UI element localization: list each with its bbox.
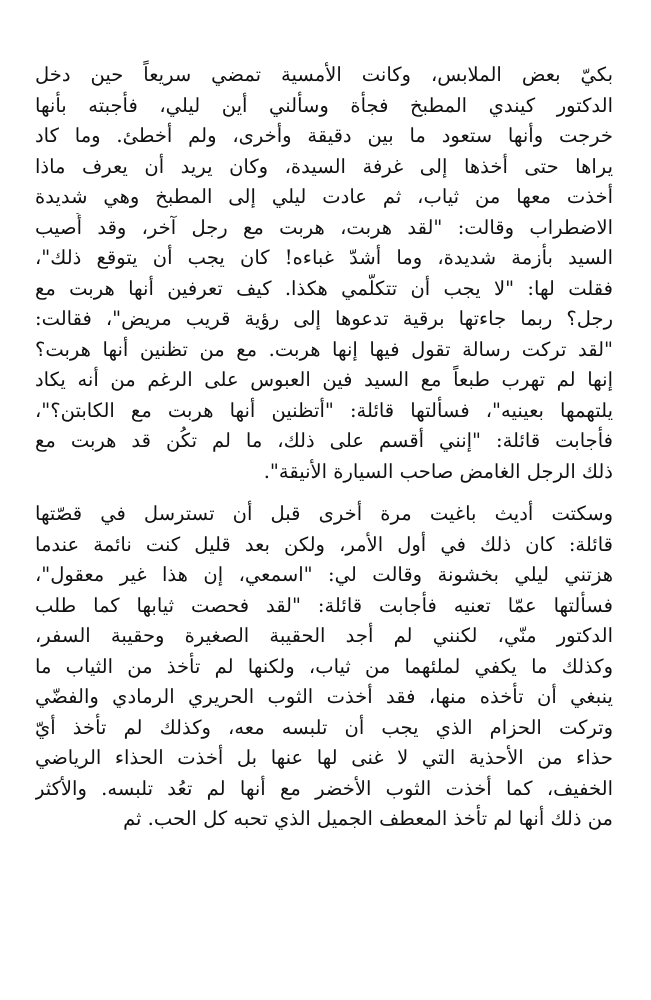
text-line: فأجابت قائلة: "إنني أقسم على ذلك، ما لم تكُن قد هربت مع [35,429,613,452]
text-line: يراها حتى أخذها إلى غرفة السيدة، وكان يريد أن يعرف ماذا [35,154,613,178]
text-line: السيد بأزمة شديدة، وما أشدّ غباءه! كان يجب أن يتوقع ذلك"، [35,246,613,269]
text-line: الدكتور منّي، لكنني لم أجد الحقيبة الصغيرة وحقيبة السفر، [35,624,613,647]
text-line: أخذت معها من ثياب، ثم عادت ليلي إلى المطبخ وهي شديدة [35,185,613,208]
text-line: هزتني ليلي بخشونة وقالت لي: "اسمعي، إن هذا غير معقول"، [35,563,613,586]
text-line: فسألتها عمّا تعنيه فأجابت قائلة: "لقد فحصت ثيابها كما طلب [35,593,613,617]
text-line: وتركت الحزام الذي يجب أن تلبسه معه، وكذلك لم تأخذ أيّ [35,715,613,739]
text-line: يلتهمها بعينيه"، فسألتها قائلة: "أتظنين أنها هربت مع الكابتن؟"، [35,398,613,422]
text-line: رجل؟ ربما جاءتها برقية تدعوها إلى رؤية قريب مريض"، فقالت: [35,307,613,330]
text-line: من ذلك أنها لم تأخذ المعطف الجميل الذي تحبه كل الحب. ثم [123,807,613,830]
text-line: ينبغي أن تأخذه منها، فقد أخذت الثوب الحريري الرمادي والفضّي [35,685,613,708]
text-line: حذاء من الأحذية التي لا غنى لها عنها بل أخذت الحذاء الرياضي [35,746,613,769]
book-page [35,60,613,835]
text-line: وسكتت أديث باغيت مرة أخرى قبل أن تسترسل في قصّتها [35,502,613,525]
text-line: الخفيف، كما أخذت الثوب الأخضر مع أنها لم تعُد تلبسه. والأكثر [35,776,613,800]
paragraph-2 [35,499,613,835]
text-line: الاضطراب وقالت: "لقد هربت، هربت مع رجل آخر، وقد أُصيب [35,215,613,239]
text-line: إنها لم تهرب طبعاً مع السيد فين العبوس على الرغم من أنه يكاد [35,368,613,391]
text-line: فقلت لها: "لا يجب أن تتكلّمي هكذا. كيف تعرفين أنها هربت مع [35,276,613,300]
text-line: ذلك الرجل الغامض صاحب السيارة الأنيقة". [263,459,613,483]
text-line: وكذلك ما يكفي لملئهما من ثياب، ولكنها لم تأخذ من الثياب ما [35,654,613,678]
text-line: قائلة: كان ذلك في أول الأمر، ولكن بعد قليل كنت نائمة عندما [35,532,613,556]
paragraph-1 [35,60,613,487]
text-line: خرجت وأنها ستعود ما بين دقيقة وأخرى، ولم أخطئ. وما كاد [35,124,613,147]
text-line: الدكتور كيندي المطبخ فجأة وسألني أين ليلي، فأجبته بأنها [35,93,613,117]
text-line: بكيّ بعض الملابس، وكانت الأمسية تمضي سريعاً حين دخل [35,63,613,86]
text-line: "لقد تركت رسالة تقول فيها إنها هربت. مع من تظنين أنها هربت؟ [35,337,613,361]
